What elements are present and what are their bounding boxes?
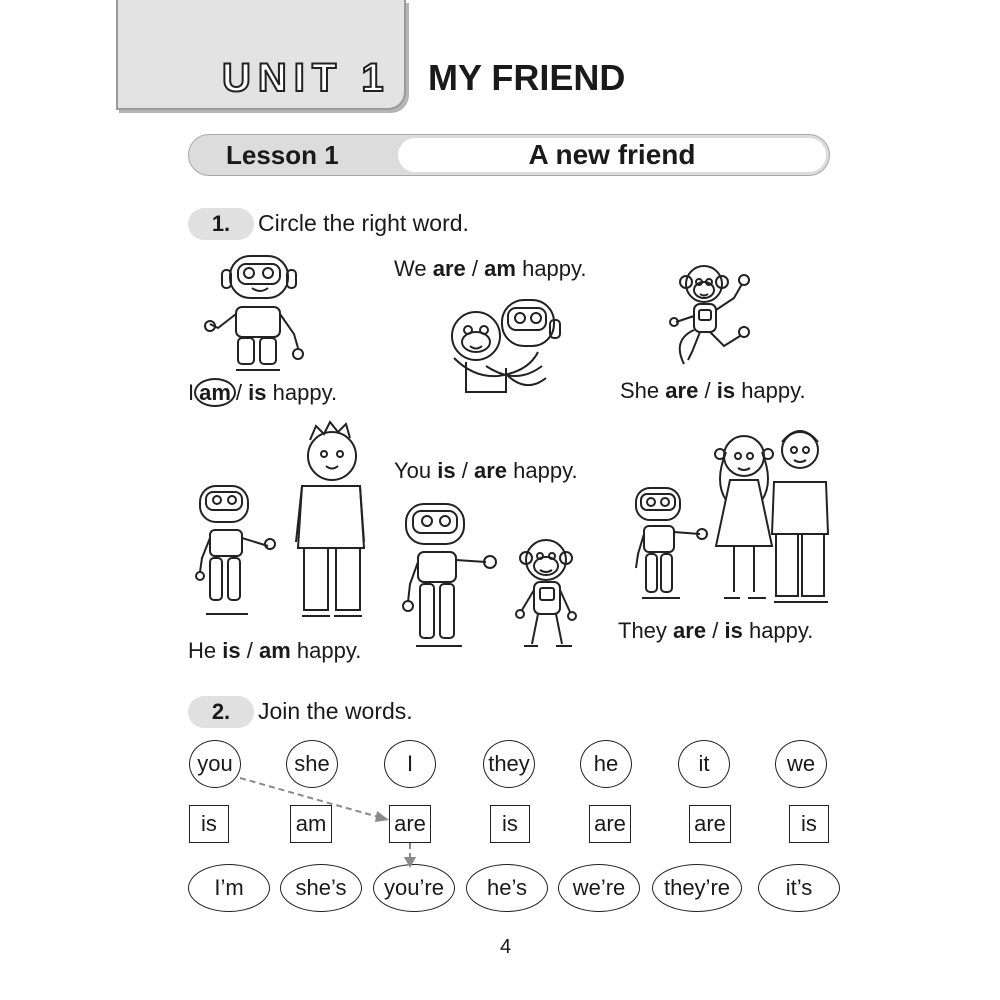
verb-box[interactable]: am bbox=[290, 805, 332, 843]
sentence-2-option-am[interactable]: am bbox=[484, 256, 516, 281]
pronoun-she[interactable]: she bbox=[286, 740, 338, 788]
exercise-2-number: 2. bbox=[188, 696, 254, 728]
lesson-number: Lesson 1 bbox=[226, 140, 339, 170]
arrowhead-2 bbox=[404, 857, 416, 868]
sentence-6-tail: happy. bbox=[748, 618, 814, 643]
pronoun-i[interactable]: I bbox=[384, 740, 436, 788]
arrowhead-1 bbox=[375, 811, 389, 822]
contraction-oval[interactable]: you’re bbox=[373, 864, 455, 912]
sentence-5-option-is[interactable]: is bbox=[222, 638, 241, 663]
unit-label: UNIT 1 bbox=[222, 56, 391, 100]
contraction-oval[interactable]: they’re bbox=[652, 864, 742, 912]
pronoun-he[interactable]: he bbox=[580, 740, 632, 788]
sentence-6-pronoun: They bbox=[618, 618, 667, 643]
contraction-oval[interactable]: I’m bbox=[188, 864, 270, 912]
sentence-3-separator: / bbox=[704, 378, 711, 403]
contraction-oval[interactable]: he’s bbox=[466, 864, 548, 912]
sentence-4-option-is[interactable]: is bbox=[437, 458, 456, 483]
sentence-4-option-are[interactable]: are bbox=[473, 458, 508, 483]
verb-box[interactable]: are bbox=[589, 805, 631, 843]
sentence-1-separator: / bbox=[235, 380, 243, 405]
contraction-oval[interactable]: she’s bbox=[280, 864, 362, 912]
pronoun-we[interactable]: we bbox=[775, 740, 827, 788]
sentence-5-option-am[interactable]: am bbox=[258, 638, 291, 663]
sentence-2-pronoun: We bbox=[394, 256, 427, 281]
pronoun-you[interactable]: you bbox=[189, 740, 241, 788]
verb-box[interactable]: is bbox=[490, 805, 530, 843]
sentence-1-option-am-circled[interactable]: am bbox=[194, 378, 236, 407]
sentence-3-option-are[interactable]: are bbox=[665, 378, 699, 403]
contraction-oval[interactable]: it’s bbox=[758, 864, 840, 912]
sentence-5-separator: / bbox=[246, 638, 253, 663]
sentence-1-tail: happy. bbox=[272, 380, 338, 405]
sentence-1-pronoun: I bbox=[188, 380, 195, 405]
exercise-2-instruction: Join the words. bbox=[258, 698, 413, 724]
pronoun-it[interactable]: it bbox=[678, 740, 730, 788]
sentence-4-pronoun: You bbox=[394, 458, 432, 483]
sentence-6-separator: / bbox=[712, 618, 719, 643]
sentence-4-separator: / bbox=[461, 458, 468, 483]
arrow-you-to-are bbox=[240, 778, 382, 818]
sentence-3-option-is[interactable]: is bbox=[716, 378, 736, 403]
sentence-6-option-is[interactable]: is bbox=[724, 618, 743, 643]
sentence-4-tail: happy. bbox=[513, 458, 578, 483]
page-number: 4 bbox=[500, 936, 512, 958]
sentence-2-separator: / bbox=[471, 256, 479, 281]
verb-box[interactable]: is bbox=[189, 805, 229, 843]
sentence-5-pronoun: He bbox=[188, 638, 217, 663]
sentence-3-tail: happy. bbox=[741, 378, 806, 403]
lesson-title: A new friend bbox=[528, 139, 696, 170]
sentence-2-tail: happy. bbox=[522, 256, 587, 281]
unit-title: MY FRIEND bbox=[428, 57, 626, 98]
sentence-5-tail: happy. bbox=[296, 638, 362, 663]
verb-box[interactable]: are bbox=[689, 805, 731, 843]
exercise-1-number: 1. bbox=[188, 208, 254, 240]
contraction-oval[interactable]: we’re bbox=[558, 864, 640, 912]
pronoun-they[interactable]: they bbox=[483, 740, 535, 788]
exercise-1-instruction: Circle the right word. bbox=[258, 210, 469, 236]
sentence-1-option-is[interactable]: is bbox=[248, 380, 267, 405]
verb-box[interactable]: is bbox=[789, 805, 829, 843]
verb-box[interactable]: are bbox=[389, 805, 431, 843]
sentence-3-pronoun: She bbox=[620, 378, 660, 403]
sentence-6-option-are[interactable]: are bbox=[673, 618, 707, 643]
sentence-2-option-are[interactable]: are bbox=[432, 256, 466, 281]
